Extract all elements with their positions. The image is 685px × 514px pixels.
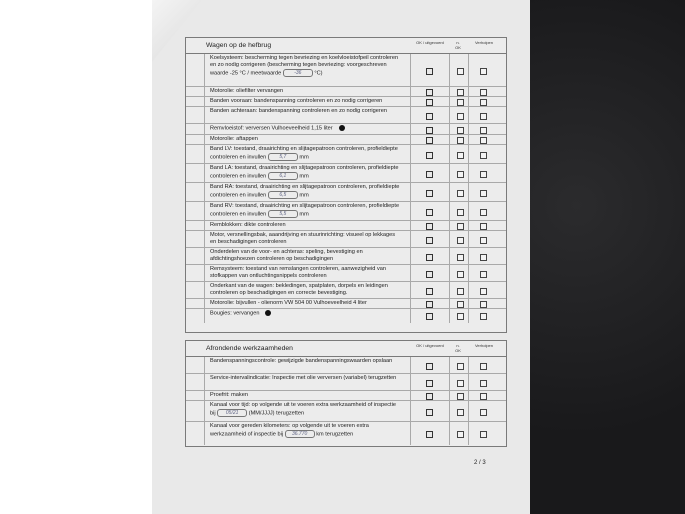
checkbox-fixed[interactable] — [480, 171, 487, 178]
column-divider — [410, 145, 411, 163]
checkbox-not-ok[interactable] — [457, 190, 464, 197]
column-divider — [449, 401, 450, 421]
item-label: Band LV: toestand, draairichting en slijtagepatroon controleren, profieldiepte controleren en invullen — [210, 146, 398, 161]
checkbox-not-ok[interactable] — [457, 137, 464, 144]
checkbox-ok[interactable] — [426, 190, 433, 197]
checkbox-not-ok[interactable] — [457, 99, 464, 106]
checkbox-ok[interactable] — [426, 363, 433, 370]
handwritten-value-field[interactable]: 05/21 — [217, 409, 247, 417]
column-divider — [410, 248, 411, 264]
column-divider — [410, 221, 411, 230]
background-left — [0, 0, 152, 514]
section-afrondend — [185, 340, 507, 447]
column-divider — [410, 231, 411, 247]
column-not-ok: n. OK — [455, 343, 461, 353]
background-right — [530, 0, 685, 514]
item-label: Band RA: toestand, draairichting en slijtagepatroon controleren, profieldiepte controleren en invullen — [210, 184, 400, 199]
checkbox-not-ok[interactable] — [457, 380, 464, 387]
section-hefbrug — [185, 37, 507, 333]
checkbox-fixed[interactable] — [480, 409, 487, 416]
column-divider — [449, 164, 450, 182]
checklist-item-text — [210, 266, 400, 280]
column-divider — [449, 357, 450, 373]
checklist-row — [186, 309, 506, 323]
column-divider — [410, 282, 411, 298]
checkbox-fixed[interactable] — [480, 288, 487, 295]
column-divider — [449, 299, 450, 308]
column-divider — [204, 422, 205, 445]
column-divider — [468, 145, 469, 163]
column-divider — [449, 309, 450, 323]
item-label: Motorolie: aftappen — [210, 136, 258, 142]
page-number: 2 / 3 — [474, 460, 486, 466]
column-divider — [468, 309, 469, 323]
checklist-item-text — [210, 249, 400, 263]
column-divider — [204, 97, 205, 106]
column-divider — [204, 231, 205, 247]
column-divider — [410, 87, 411, 96]
column-divider — [204, 54, 205, 86]
checklist-row — [186, 299, 506, 309]
item-label: Remsysteem: toestand van remslangen controleren, aanwezigheid van stofkappen van ontluchtingsnippels controleren — [210, 266, 386, 279]
column-divider — [204, 248, 205, 264]
checklist-item-text — [210, 392, 400, 399]
column-divider — [449, 183, 450, 201]
column-divider — [449, 145, 450, 163]
checklist-item-text — [210, 283, 400, 297]
column-divider — [204, 107, 205, 123]
column-divider — [449, 221, 450, 230]
checkbox-fixed[interactable] — [480, 254, 487, 261]
column-divider — [204, 145, 205, 163]
column-divider — [468, 124, 469, 134]
checklist-item-text — [210, 203, 400, 218]
column-divider — [410, 202, 411, 220]
checkbox-fixed[interactable] — [480, 237, 487, 244]
item-label: Onderdelen van de voor- en achteras: speling, bevestiging en afdichtingshoezen controleren op beschadigingen — [210, 249, 363, 262]
checkbox-fixed[interactable] — [480, 363, 487, 370]
checkbox-fixed[interactable] — [480, 271, 487, 278]
checklist-item-text — [210, 222, 400, 229]
checklist-item-text — [210, 358, 400, 365]
column-divider — [204, 164, 205, 182]
column-divider — [468, 183, 469, 201]
checklist-item-text — [210, 108, 400, 115]
checklist-item-text — [210, 165, 400, 180]
column-divider — [449, 54, 450, 86]
column-divider — [204, 391, 205, 400]
column-divider — [449, 87, 450, 96]
column-divider — [204, 309, 205, 323]
checkbox-ok[interactable] — [426, 89, 433, 96]
item-label: Proefrit: maken — [210, 392, 248, 398]
column-divider — [449, 374, 450, 390]
column-divider — [204, 221, 205, 230]
checklist-rows — [186, 357, 506, 445]
column-divider — [449, 248, 450, 264]
column-divider — [449, 391, 450, 400]
checklist-row — [186, 231, 506, 248]
unit-suffix: (MM/JJJJ) terugzetten — [248, 410, 305, 417]
checkbox-fixed[interactable] — [480, 127, 487, 134]
column-divider — [468, 231, 469, 247]
column-divider — [410, 357, 411, 373]
column-fixed: Verholpen — [474, 343, 493, 348]
checklist-row — [186, 265, 506, 282]
column-divider — [204, 183, 205, 201]
checkbox-not-ok[interactable] — [457, 209, 464, 216]
column-divider — [468, 422, 469, 445]
column-not-ok: n. OK — [455, 40, 461, 50]
checklist-item-text — [210, 98, 400, 105]
section-title: Afrondende werkzaamheden — [206, 345, 293, 352]
checkbox-not-ok[interactable] — [457, 271, 464, 278]
column-divider — [468, 54, 469, 86]
checkbox-not-ok[interactable] — [457, 301, 464, 308]
checkbox-not-ok[interactable] — [457, 223, 464, 230]
checkbox-not-ok[interactable] — [457, 431, 464, 438]
column-divider — [410, 135, 411, 144]
column-divider — [204, 299, 205, 308]
handwritten-value-field[interactable]: 6,1 — [268, 172, 298, 180]
handwritten-value-field[interactable]: 6,5 — [268, 191, 298, 199]
section-title: Wagen op de hefbrug — [206, 42, 272, 49]
column-divider — [468, 221, 469, 230]
checkbox-ok[interactable] — [426, 127, 433, 134]
unit-suffix: km terugzetten — [316, 431, 354, 438]
column-divider — [410, 299, 411, 308]
checkbox-not-ok[interactable] — [457, 254, 464, 261]
checkbox-fixed[interactable] — [480, 113, 487, 120]
checklist-item-text — [210, 402, 400, 417]
unit-suffix: mm — [299, 154, 309, 161]
unit-suffix: mm — [299, 192, 309, 199]
checklist-row — [186, 401, 506, 422]
marker-dot-icon — [265, 310, 271, 316]
checklist-item-text — [210, 88, 400, 95]
checkbox-ok[interactable] — [426, 393, 433, 400]
item-label: Kanaal voor tijd: op volgende uit te voeren extra werkzaamheid of inspectie bij — [210, 402, 396, 417]
column-divider — [468, 164, 469, 182]
checkbox-ok[interactable] — [426, 288, 433, 295]
column-divider — [468, 87, 469, 96]
checkbox-not-ok[interactable] — [457, 171, 464, 178]
checkbox-not-ok[interactable] — [457, 313, 464, 320]
checklist-row — [186, 97, 506, 107]
column-divider — [410, 164, 411, 182]
checkbox-not-ok[interactable] — [457, 89, 464, 96]
checklist-item-text — [210, 125, 400, 132]
checkbox-fixed[interactable] — [480, 137, 487, 144]
checkbox-fixed[interactable] — [480, 89, 487, 96]
item-label: Motor, versnellingsbak, aaandrijving en stuurinrichting: visueel op lekkages en beschadigingen controleren — [210, 232, 396, 245]
column-divider — [410, 265, 411, 281]
checkbox-fixed[interactable] — [480, 380, 487, 387]
column-divider — [468, 357, 469, 373]
checklist-item-text — [210, 184, 400, 199]
item-label: Service-intervalindicatie: Inspectie met olie verversen (variabel) terugzetten — [210, 375, 397, 381]
column-divider — [410, 107, 411, 123]
unit-suffix: °C) — [314, 70, 323, 77]
column-divider — [468, 401, 469, 421]
checkbox-ok[interactable] — [426, 171, 433, 178]
checkbox-ok[interactable] — [426, 68, 433, 75]
column-divider — [204, 124, 205, 134]
column-divider — [468, 248, 469, 264]
column-divider — [204, 374, 205, 390]
checkbox-fixed[interactable] — [480, 99, 487, 106]
item-label: Banden vooraan: bandenspanning controleren en zo nodig corrigeren — [210, 98, 383, 104]
column-divider — [449, 107, 450, 123]
checklist-row — [186, 202, 506, 221]
column-divider — [204, 357, 205, 373]
checkbox-fixed[interactable] — [480, 152, 487, 159]
checklist-item-text — [210, 300, 400, 307]
checklist-item-text — [210, 146, 400, 161]
item-label: Remvloeistof: verversen Vulhoeveelheid 1,15 liter — [210, 125, 333, 132]
checklist-row — [186, 107, 506, 124]
checklist-row — [186, 248, 506, 265]
column-divider — [204, 87, 205, 96]
checkbox-fixed[interactable] — [480, 190, 487, 197]
column-divider — [410, 97, 411, 106]
item-label: Banden achteraan: bandenspanning controleren en zo nodig corrigeren — [210, 108, 387, 114]
checkbox-ok[interactable] — [426, 223, 433, 230]
column-divider — [449, 282, 450, 298]
checkbox-fixed[interactable] — [480, 68, 487, 75]
column-divider — [468, 391, 469, 400]
checklist-item-text — [210, 375, 400, 382]
column-divider — [204, 265, 205, 281]
column-divider — [449, 124, 450, 134]
item-label: Motorolie: oliefilter vervangen — [210, 88, 284, 94]
unit-suffix: mm — [299, 211, 309, 218]
checkbox-not-ok[interactable] — [457, 363, 464, 370]
checklist-row — [186, 124, 506, 135]
checklist-row — [186, 422, 506, 445]
column-ok: OK / uitgevoerd — [416, 40, 444, 45]
item-label: Band RV: toestand, draairichting en slijtagepatroon controleren, profieldiepte controleren en invullen — [210, 203, 400, 218]
checkbox-ok[interactable] — [426, 209, 433, 216]
checkbox-ok[interactable] — [426, 137, 433, 144]
section-header — [186, 341, 506, 357]
handwritten-value-field[interactable]: 5,5 — [268, 210, 298, 218]
checkbox-fixed[interactable] — [480, 223, 487, 230]
handwritten-value-field[interactable]: 36.770 — [285, 430, 315, 438]
checkbox-ok[interactable] — [426, 409, 433, 416]
checklist-row — [186, 221, 506, 231]
column-divider — [410, 124, 411, 134]
column-divider — [410, 374, 411, 390]
item-label: Kanaal voor gereden kilometers: op volgende uit te voeren extra werkzaamheid of inspectie bij — [210, 423, 369, 438]
column-divider — [468, 97, 469, 106]
checkbox-ok[interactable] — [426, 431, 433, 438]
column-divider — [449, 422, 450, 445]
checklist-row — [186, 282, 506, 299]
column-divider — [204, 135, 205, 144]
item-label: Bandenspanningscontrole: gewijzigde bandenspanningswaarden opslaan — [210, 358, 393, 364]
item-label: Onderkant van de wagen: bekledingen, spatplaten, dorpels en leidingen controleren op beschadigingen en correcte bevestiging. — [210, 283, 388, 296]
column-divider — [468, 265, 469, 281]
column-divider — [204, 401, 205, 421]
column-divider — [468, 299, 469, 308]
handwritten-value-field[interactable]: -36 — [283, 69, 313, 77]
column-divider — [468, 135, 469, 144]
column-divider — [468, 107, 469, 123]
checklist-row — [186, 87, 506, 97]
marker-dot-icon — [339, 125, 345, 131]
checklist-row — [186, 135, 506, 145]
column-divider — [449, 231, 450, 247]
checkbox-not-ok[interactable] — [457, 288, 464, 295]
checkbox-ok[interactable] — [426, 237, 433, 244]
checkbox-fixed[interactable] — [480, 209, 487, 216]
column-divider — [410, 309, 411, 323]
column-divider — [449, 97, 450, 106]
column-divider — [410, 391, 411, 400]
checklist-item-text — [210, 310, 400, 317]
column-divider — [449, 135, 450, 144]
column-divider — [468, 202, 469, 220]
item-label: Band LA: toestand, draairichting en slijtagepatroon controleren, profieldiepte controleren en invullen — [210, 165, 399, 180]
checklist-item-text — [210, 136, 400, 143]
checkbox-ok[interactable] — [426, 380, 433, 387]
checkbox-ok[interactable] — [426, 99, 433, 106]
column-divider — [449, 265, 450, 281]
checkbox-fixed[interactable] — [480, 393, 487, 400]
column-divider — [410, 401, 411, 421]
column-fixed: Verholpen — [474, 40, 493, 45]
checklist-item-text — [210, 232, 400, 246]
checkbox-not-ok[interactable] — [457, 152, 464, 159]
checkbox-ok[interactable] — [426, 113, 433, 120]
column-divider — [204, 282, 205, 298]
checkbox-not-ok[interactable] — [457, 393, 464, 400]
checklist-row — [186, 54, 506, 87]
checkbox-ok[interactable] — [426, 271, 433, 278]
column-divider — [410, 422, 411, 445]
checkbox-not-ok[interactable] — [457, 113, 464, 120]
checklist-row — [186, 183, 506, 202]
column-ok: OK / uitgevoerd — [416, 343, 444, 348]
checkbox-fixed[interactable] — [480, 431, 487, 438]
checklist-row — [186, 357, 506, 374]
item-label: Bougies: vervangen — [210, 310, 260, 317]
checklist-row — [186, 374, 506, 391]
column-divider — [410, 54, 411, 86]
checkbox-not-ok[interactable] — [457, 127, 464, 134]
checkbox-not-ok[interactable] — [457, 409, 464, 416]
checkbox-ok[interactable] — [426, 313, 433, 320]
item-label: Motorolie: bijvullen - olienorm VW 504 00 Vulhoeveelheid 4 liter — [210, 300, 367, 306]
checkbox-ok[interactable] — [426, 152, 433, 159]
checklist-item-text — [210, 55, 400, 77]
handwritten-value-field[interactable]: 5,7 — [268, 153, 298, 161]
checkbox-not-ok[interactable] — [457, 237, 464, 244]
checklist-row — [186, 145, 506, 164]
checklist-rows — [186, 54, 506, 323]
column-divider — [468, 374, 469, 390]
section-header — [186, 38, 506, 54]
unit-suffix: mm — [299, 173, 309, 180]
checklist-item-text — [210, 423, 400, 438]
checkbox-ok[interactable] — [426, 254, 433, 261]
column-divider — [204, 202, 205, 220]
checkbox-fixed[interactable] — [480, 301, 487, 308]
checkbox-not-ok[interactable] — [457, 68, 464, 75]
checkbox-fixed[interactable] — [480, 313, 487, 320]
column-divider — [468, 282, 469, 298]
column-divider — [410, 183, 411, 201]
checklist-row — [186, 391, 506, 401]
item-label: Remblokken: dikte controleren — [210, 222, 286, 228]
item-label: Koelsysteem: bescherming tegen bevriezing en koelvloeistofpeil controleren en zo nodig corrigeren (bescherming tegen bevriezing: voorgeschreven waarde -25 °C / meetwaarde — [210, 55, 399, 77]
column-divider — [449, 202, 450, 220]
checklist-row — [186, 164, 506, 183]
checkbox-ok[interactable] — [426, 301, 433, 308]
